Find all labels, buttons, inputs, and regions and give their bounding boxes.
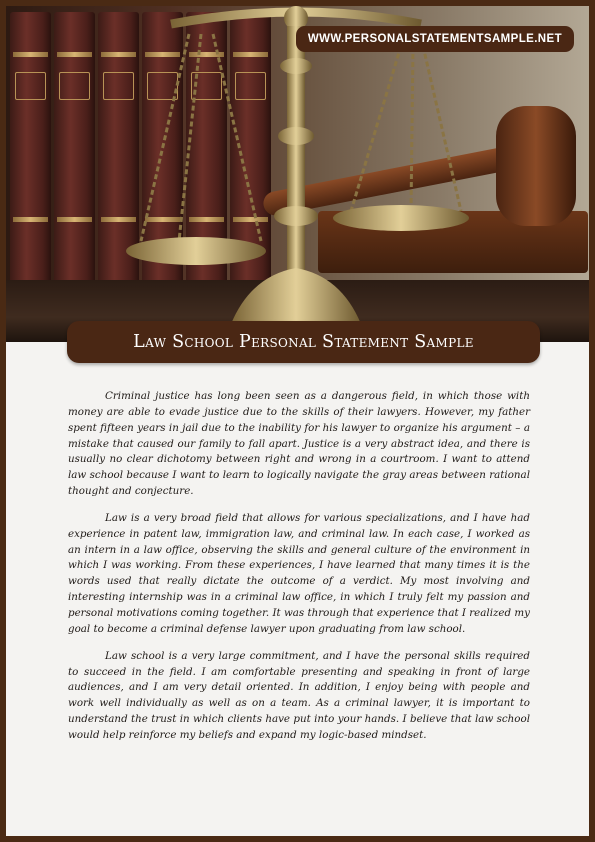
site-url-badge: WWW.PERSONALSTATEMENTSAMPLE.NET (296, 26, 574, 52)
book (10, 12, 51, 297)
paragraph: Criminal justice has long been seen as a dangerous field, in which those with money are able to evade justice due to the skills of their lawyers. However, my father spent fifteen years in jail due to the inability for his lawyer to organize his argument – a mistake that caused our family to fall apart. Justice is a very abstract idea, and there is usually no clear dichotomy between right and wrong in a courtroom. I want to attend law school because I want to learn to logically navigate the gray areas between rational thought and conjecture. (68, 390, 530, 498)
title-banner (67, 321, 540, 363)
page-title: Law School Personal Statement Sample (133, 332, 474, 352)
paragraph: Law school is a very large commitment, and I have the personal skills required to succeed in the field. I am comfortable presenting and speaking in front of large audiences, and I am very detail oriented. In addition, I enjoy being with people and work well individually as well as on a team. As a criminal lawyer, it is important to understand the trust in which clients have put into your hands. I believe that law school would help reinforce my beliefs and expand my logic-based mindset. (68, 649, 530, 741)
scales-of-justice-icon (101, 6, 481, 326)
gavel-icon (496, 106, 576, 226)
paragraph: Law is a very broad field that allows for various specializations, and I have had experience in patent law, immigration law, and criminal law. In each case, I worked as an intern in a law office, observing the skills and general culture of the environment in which I was working. From these experiences, I have learned that many times it is the words used that really dictate the outcome of a verdict. My most involving and interesting internship was in a criminal law office, in which I truly felt my passion and personal motivations coming together. It was through that experience that I realized my goal to become a criminal defense lawyer upon graduating from law school. (68, 511, 530, 635)
statement-body (68, 389, 530, 755)
book (54, 12, 95, 297)
header-image (6, 6, 589, 342)
